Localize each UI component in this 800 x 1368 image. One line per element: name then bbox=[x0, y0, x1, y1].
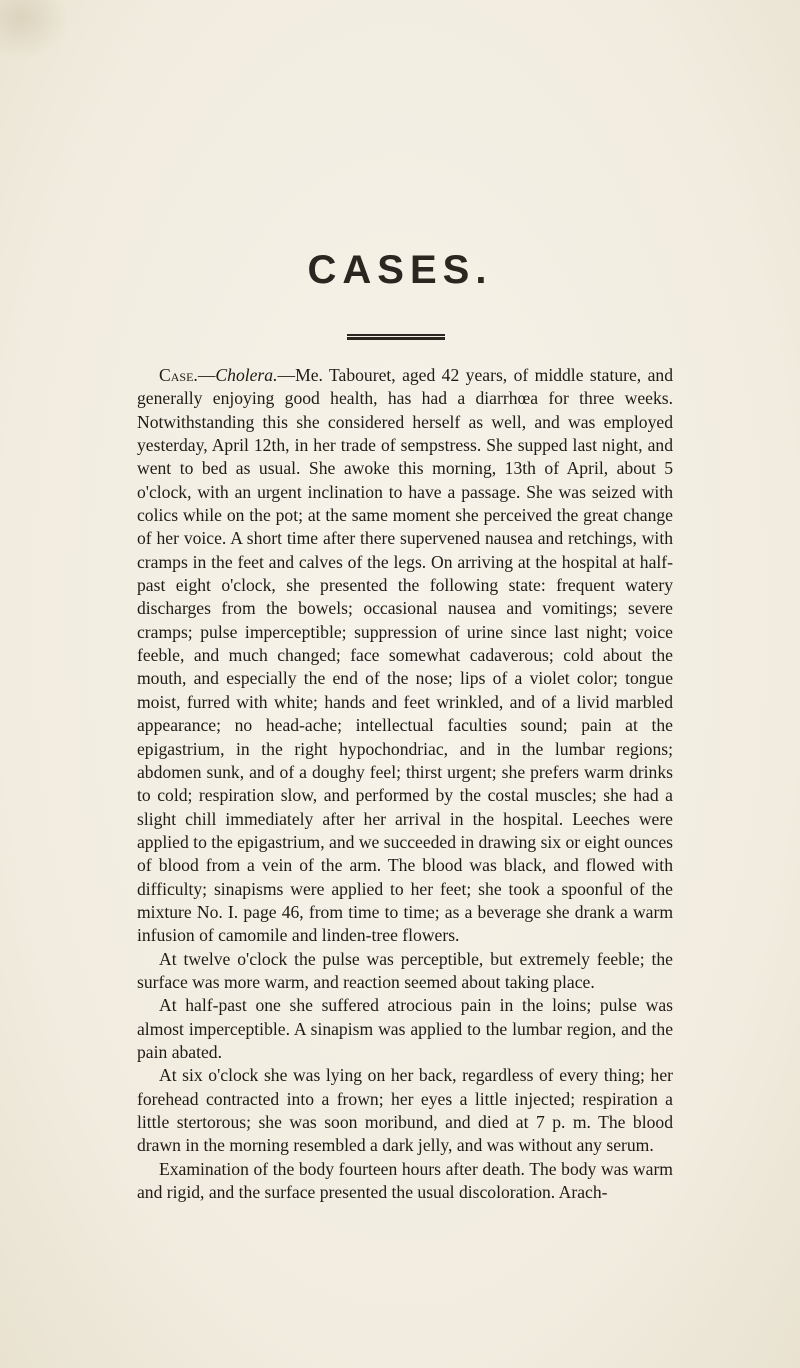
page-title: CASES. bbox=[307, 248, 493, 292]
paragraph-1-text: —Me. Tabouret, aged 42 years, of middle stature, and generally enjoying good health, has had a diarrhœa for three weeks. Notwithstanding this she considered herself as well, and was employed yesterday, April 12th, in her trade of sempstress. She supped last night, and went to bed as usual. She awoke this morning, 13th of April, about 5 o'clock, with an urgent inclination to have a passage. She was seized with colics while on the pot; at the same moment she perceived the great change of her voice. A short time after there supervened nausea and retchings, with cramps in the feet and calves of the legs. On arriving at the hospital at half-past eight o'clock, she presented the following state: frequent watery discharges from the bowels; occasional nausea and vomitings; severe cramps; pulse imperceptible; suppression of urine since last night; voice feeble, and much changed; face somewhat cadaverous; cold about the mouth, and especially the end of the nose; lips of a violet color; tongue moist, furred with white; hands and feet wrinkled, and of a livid marbled appearance; no head-ache; intellectual faculties sound; pain at the epigastrium, in the right hypochondriac, and in the lumbar regions; abdomen sunk, and of a doughy feel; thirst urgent; she prefers warm drinks to cold; respiration slow, and performed by the costal muscles; she had a slight chill immediately after her arrival in the hospital. Leeches were applied to the epigastrium, and we succeeded in drawing six or eight ounces of blood from a vein of the arm. The blood was black, and flowed with difficulty; sinapisms were applied to her feet; she took a spoonful of the mixture No. I. page 46, from time to time; as a beverage she drank a warm infusion of camomile and linden-tree flowers. bbox=[137, 365, 673, 946]
title-rule bbox=[347, 334, 445, 343]
case-label: Case. bbox=[159, 365, 198, 385]
case-dash: — bbox=[197, 365, 216, 385]
page-stain bbox=[0, 0, 70, 60]
paragraph-half-past-one: At half-past one she suffered atrocious pain in the loins; pulse was almost imperceptible. A sinapism was applied to the lumbar region, and the pain abated. bbox=[137, 995, 673, 1062]
case-title: Cholera. bbox=[215, 365, 278, 385]
paragraph-case-intro bbox=[137, 364, 673, 948]
body-text bbox=[137, 364, 673, 1204]
paragraph-six-oclock: At six o'clock she was lying on her back, regardless of every thing; her forehead contracted into a frown; her eyes a little injected; respiration a little stertorous; she was soon moribund, and died at 7 p. m. The blood drawn in the morning resembled a dark jelly, and was without any serum. bbox=[137, 1065, 673, 1156]
paragraph-examination: Examination of the body fourteen hours after death. The body was warm and rigid, and the surface presented the usual discoloration. Arach- bbox=[137, 1158, 673, 1203]
paragraph-twelve-oclock: At twelve o'clock the pulse was perceptible, but extremely feeble; the surface was more warm, and reaction seemed about taking place. bbox=[137, 948, 673, 992]
